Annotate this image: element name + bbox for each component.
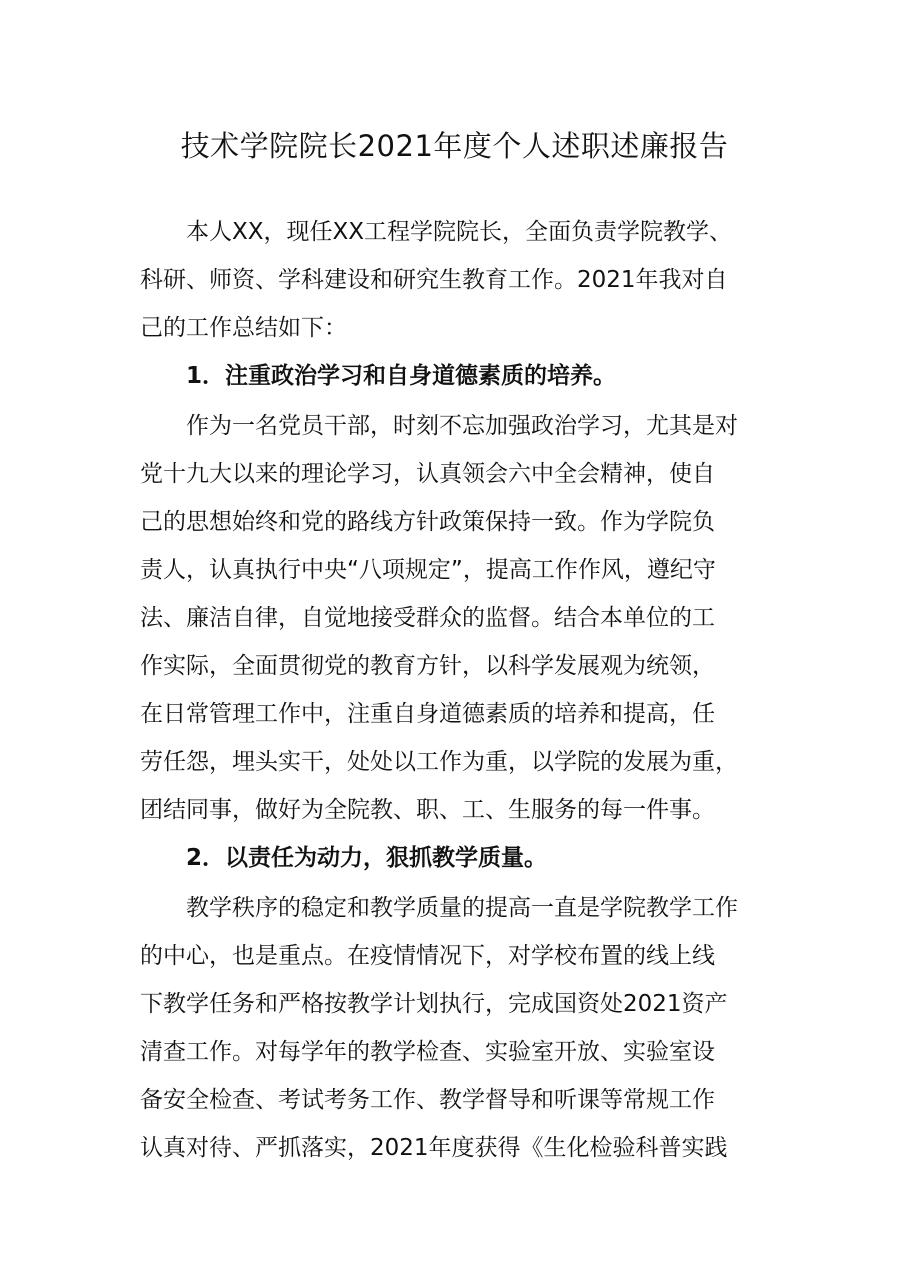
- paragraph-line: 法、廉洁自律，自觉地接受群众的监督。结合本单位的工: [140, 605, 715, 631]
- paragraph-line: 在日常管理工作中，注重自身道德素质的培养和提高，任: [140, 701, 715, 727]
- paragraph-line: 己的思想始终和党的路线方针政策保持一致。作为学院负: [140, 509, 715, 535]
- section-heading-2: 2．以责任为动力，狠抓教学质量。: [140, 845, 548, 871]
- paragraph-line: 作实际，全面贯彻党的教育方针，以科学发展观为统领，: [140, 653, 715, 679]
- paragraph-line: 认真对待、严抓落实，2021年度获得《生化检验科普实践: [140, 1135, 728, 1161]
- section-heading-1: 1．注重政治学习和自身道德素质的培养。: [140, 363, 617, 389]
- paragraph-line: 劳任怨，埋头实干，处处以工作为重，以学院的发展为重，: [140, 749, 738, 775]
- paragraph-line: 己的工作总结如下：: [140, 315, 347, 341]
- paragraph-line: 下教学任务和严格按教学计划执行，完成国资处2021资产: [140, 991, 728, 1017]
- document-title: 技术学院院长2021年度个人述职述廉报告: [180, 129, 729, 163]
- paragraph-line: 清查工作。对每学年的教学检查、实验室开放、实验室设: [140, 1039, 715, 1065]
- paragraph-line: 的中心，也是重点。在疫情情况下，对学校布置的线上线: [140, 943, 715, 969]
- paragraph-line: 本人XX，现任XX工程学院院长，全面负责学院教学、: [140, 219, 733, 245]
- paragraph-line: 教学秩序的稳定和教学质量的提高一直是学院教学工作: [140, 895, 738, 921]
- paragraph-line: 党十九大以来的理论学习，认真领会六中全会精神，使自: [140, 461, 715, 487]
- paragraph-line: 作为一名党员干部，时刻不忘加强政治学习，尤其是对: [140, 413, 738, 439]
- paragraph-line: 团结同事，做好为全院教、职、工、生服务的每一件事。: [140, 797, 715, 823]
- paragraph-line: 科研、师资、学科建设和研究生教育工作。2021年我对自: [140, 267, 728, 293]
- paragraph-line: 备安全检查、考试考务工作、教学督导和听课等常规工作: [140, 1087, 715, 1113]
- paragraph-line: 责人，认真执行中央“八项规定”，提高工作作风，遵纪守: [140, 557, 716, 583]
